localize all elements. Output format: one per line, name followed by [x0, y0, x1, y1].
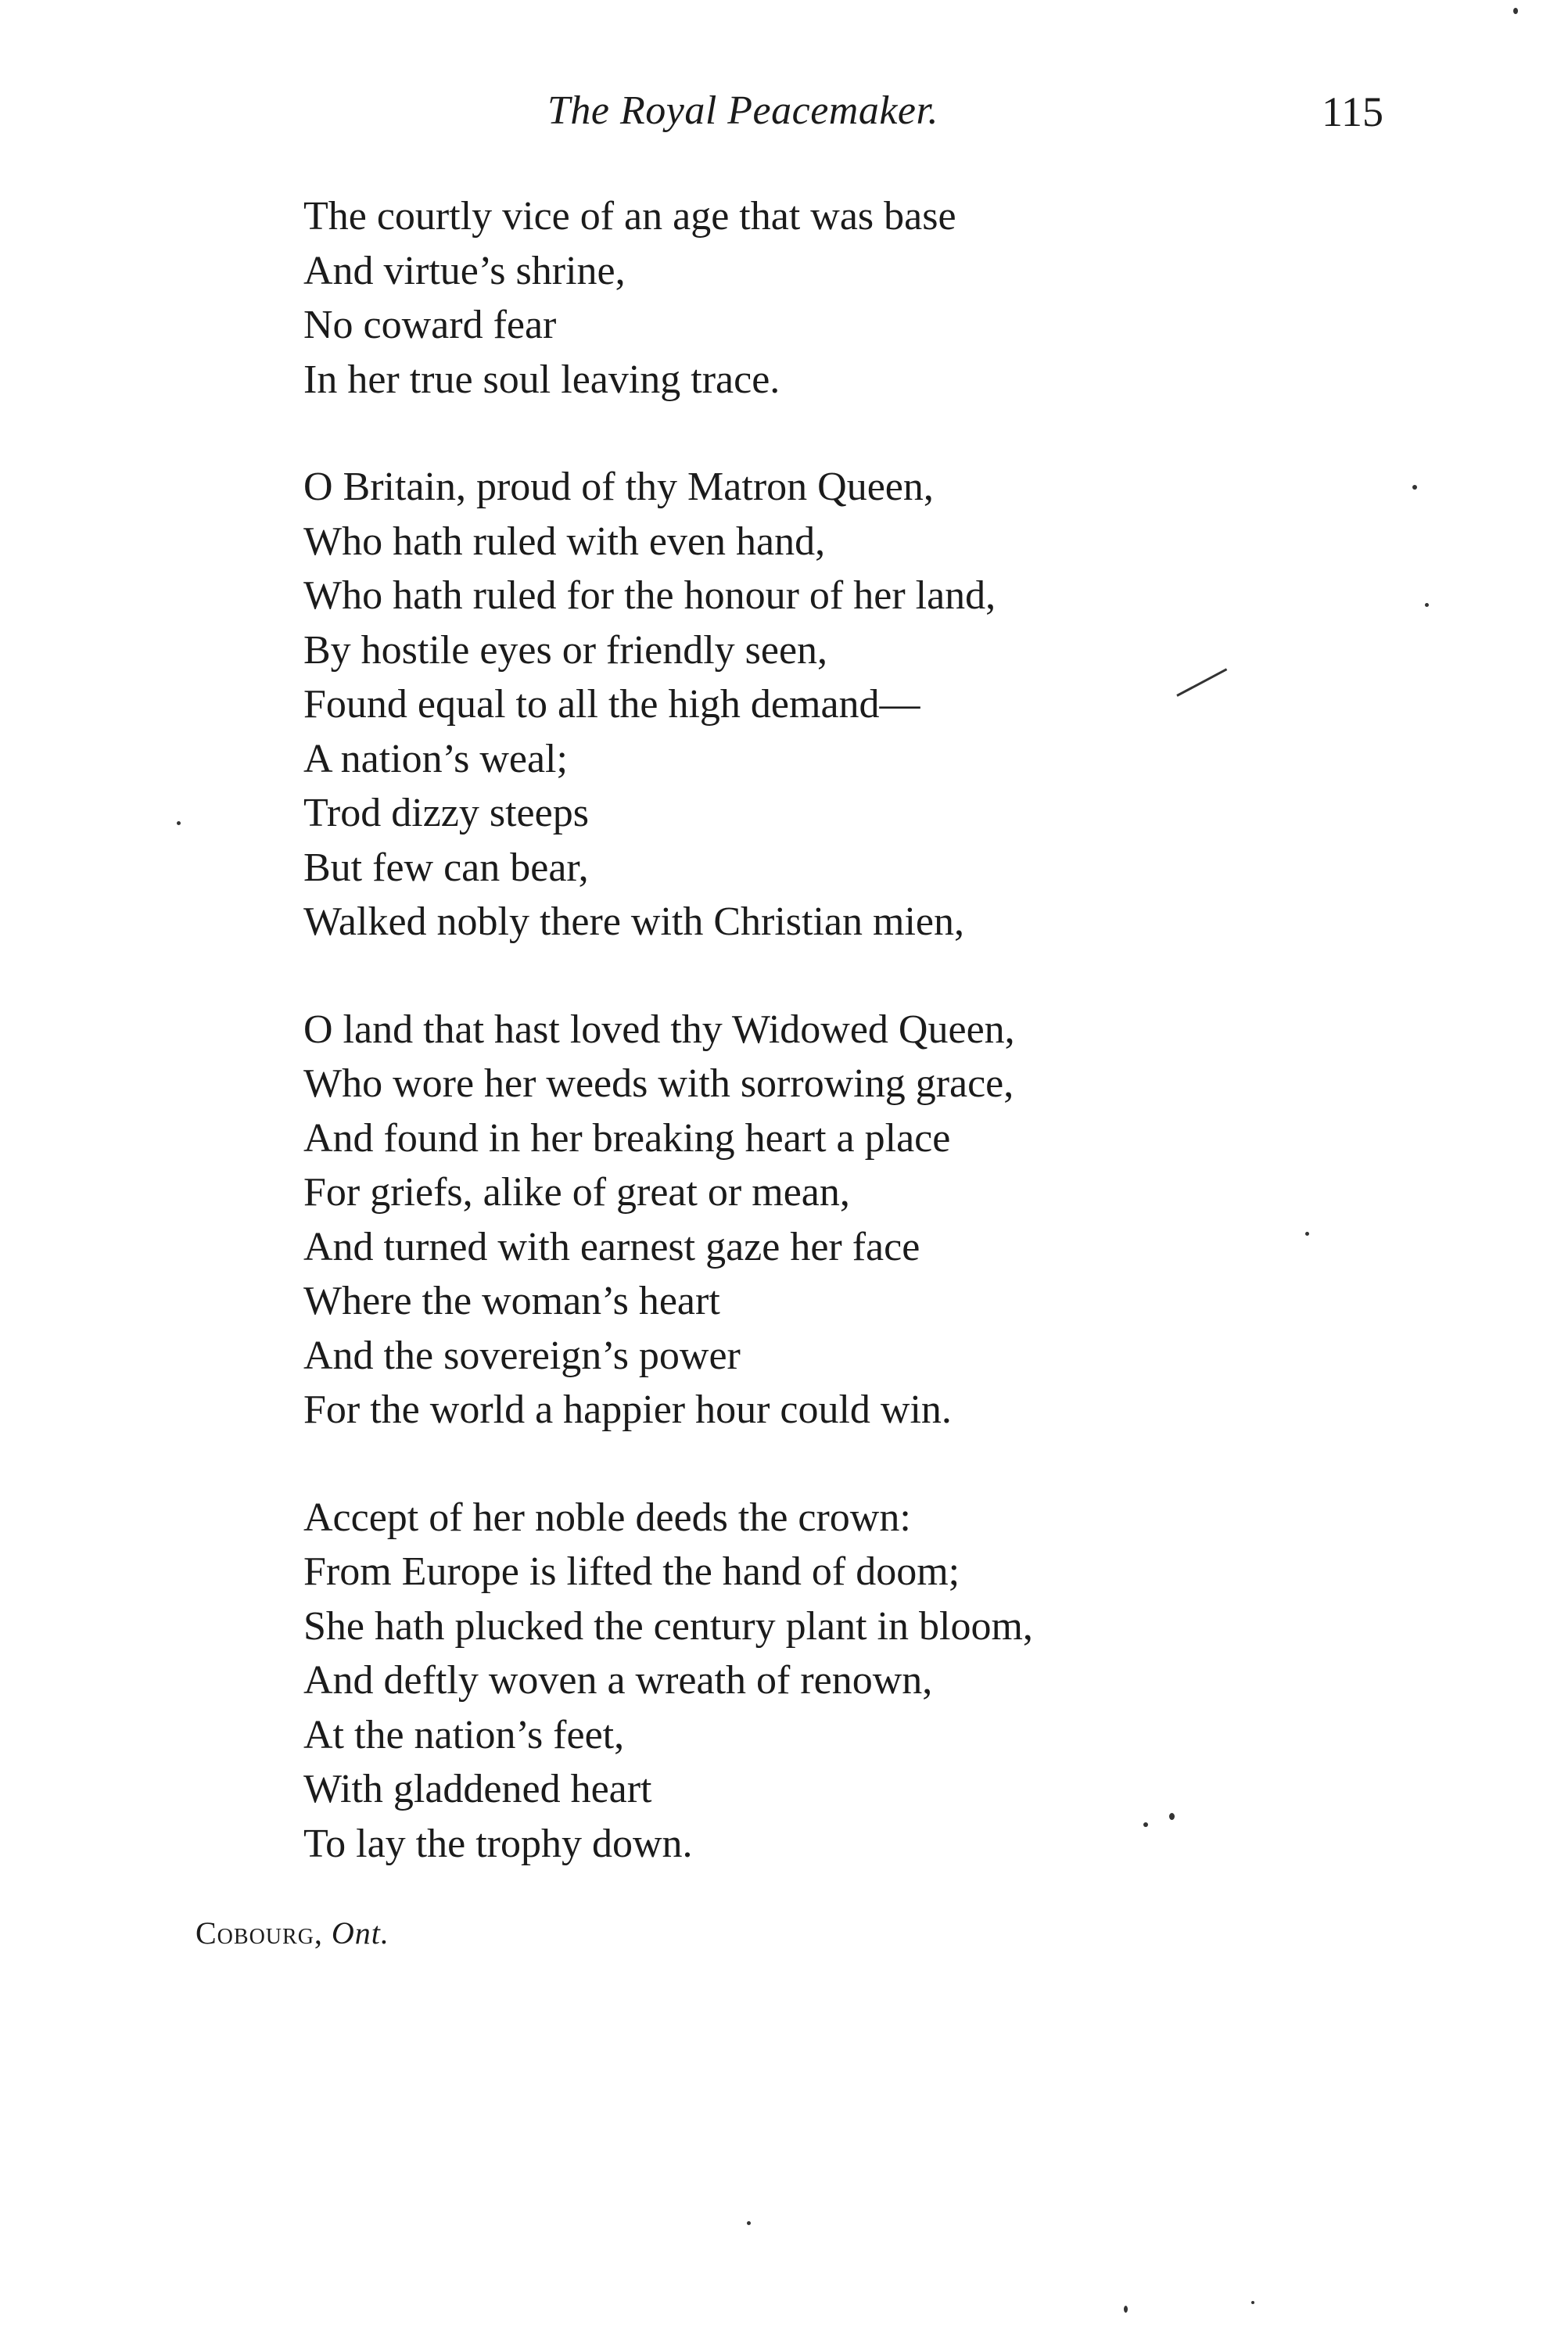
stanza-3	[303, 1003, 1320, 1438]
poem-line: And the sovereign’s power	[303, 1333, 741, 1378]
poem-line: And virtue’s shrine,	[303, 248, 626, 293]
scan-speck	[1513, 8, 1518, 14]
scan-speck	[1305, 1232, 1309, 1236]
poem-line: With gladdened heart	[303, 1767, 652, 1811]
signature-province: Ont.	[331, 1915, 389, 1951]
poem-line: She hath plucked the century plant in bloom,	[303, 1603, 1033, 1649]
poem-line: O land that hast loved thy Widowed Queen,	[303, 1007, 1015, 1052]
poem-line: And deftly woven a wreath of renown,	[303, 1658, 933, 1703]
scan-speck	[1124, 2306, 1128, 2313]
poem-line: And found in her breaking heart a place	[303, 1115, 951, 1161]
poem-line: The courtly vice of an age that was base	[303, 194, 956, 239]
poem	[303, 189, 1320, 1924]
poem-line: Trod dizzy steeps	[303, 791, 589, 835]
poem-line: No coward fear	[303, 303, 557, 347]
poem-line: Where the woman’s heart	[303, 1279, 720, 1323]
poem-line: To lay the trophy down.	[303, 1821, 693, 1866]
poem-line: Who wore her weeds with sorrowing grace,	[303, 1061, 1014, 1106]
scan-speck	[1251, 2301, 1254, 2304]
poem-line: Who hath ruled for the honour of her land,	[303, 573, 996, 618]
scan-speck	[1425, 603, 1429, 607]
stanza-4	[303, 1491, 1320, 1872]
scan-speck	[747, 2221, 751, 2225]
poem-line: But few can bear,	[303, 845, 589, 890]
poem-line: And turned with earnest gaze her face	[303, 1224, 920, 1269]
poem-line: Who hath ruled with even hand,	[303, 519, 826, 564]
signature-place: Cobourg,	[196, 1915, 323, 1951]
page-number: 115	[1322, 88, 1383, 135]
scan-speck	[1412, 485, 1417, 490]
poem-line: Found equal to all the high demand—	[303, 682, 920, 727]
poem-line: For the world a happier hour could win.	[303, 1387, 952, 1432]
signature	[196, 1915, 389, 1951]
poem-line: For griefs, alike of great or mean,	[303, 1170, 850, 1215]
scan-speck	[1169, 1813, 1175, 1820]
stanza-1	[303, 189, 1320, 407]
scan-speck	[1143, 1822, 1148, 1827]
poem-line: At the nation’s feet,	[303, 1712, 625, 1757]
poem-line: O Britain, proud of thy Matron Queen,	[303, 465, 934, 509]
stanza-2	[303, 460, 1320, 949]
scan-speck	[177, 821, 181, 825]
poem-line: Accept of her noble deeds the crown:	[303, 1495, 911, 1540]
running-title: The Royal Peacemaker.	[547, 88, 938, 133]
poem-line: Walked nobly there with Christian mien,	[303, 899, 964, 944]
poem-line: From Europe is lifted the hand of doom;	[303, 1549, 960, 1594]
poem-line: By hostile eyes or friendly seen,	[303, 627, 828, 673]
poem-line: A nation’s weal;	[303, 736, 568, 781]
poem-line: In her true soul leaving trace.	[303, 357, 780, 402]
